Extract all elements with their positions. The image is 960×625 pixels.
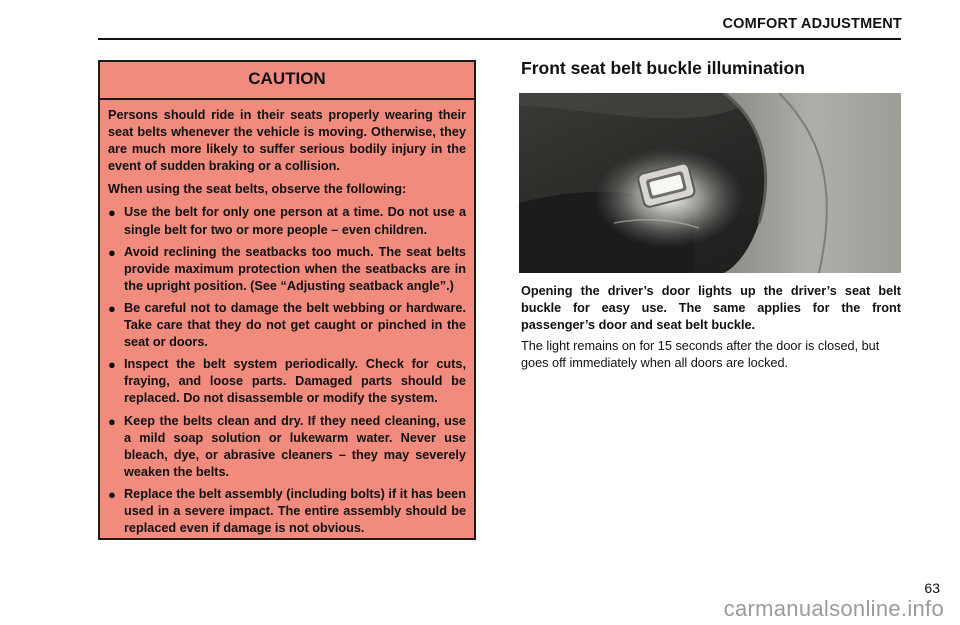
bullet-icon: ●: [108, 244, 116, 260]
list-item: [108, 413, 466, 481]
header-rule: [98, 38, 901, 40]
caution-bullet-list: [108, 204, 466, 537]
bullet-text: Avoid reclining the seatbacks too much. The seat belts provide maximum protection when the seatbacks are in the upright position. (See “Adjusting seatback angle”.): [124, 244, 466, 293]
page-number: 63: [924, 580, 940, 596]
list-item: [108, 486, 466, 537]
list-item: [108, 244, 466, 295]
bullet-text: Replace the belt assembly (including bolts) if it has been used in a severe impact. The entire assembly should be replaced even if damage is not obvious.: [124, 486, 466, 536]
bullet-icon: ●: [108, 300, 116, 316]
page-header-title: COMFORT ADJUSTMENT: [722, 16, 902, 32]
caution-intro: Persons should ride in their seats properly wearing their seat belts whenever the vehicle is moving. Otherwise, they are much more likely to suffer serious bodily injury in the event of sudden braking or a collision.: [108, 108, 466, 174]
watermark: carmanualsonline.info: [723, 596, 944, 621]
bullet-text: Inspect the belt system periodically. Check for cuts, fraying, and loose parts. Damaged parts should be replaced. Do not disassemble or modify the system.: [124, 357, 466, 406]
bullet-icon: ●: [108, 413, 116, 429]
caution-title: CAUTION: [248, 69, 326, 88]
caution-body: [100, 100, 474, 537]
caution-lead: When using the seat belts, observe the following:: [108, 182, 407, 197]
bullet-icon: ●: [108, 357, 116, 373]
section-title: Front seat belt buckle illumination: [521, 58, 805, 78]
bullet-text: Keep the belts clean and dry. If they need cleaning, use a mild soap solution or lukewarm water. Never use bleach, dye, or abrasive cleaners – they may severely weaken the belts.: [124, 413, 466, 479]
list-item: [108, 300, 466, 351]
bullet-text: Use the belt for only one person at a time. Do not use a single belt for two or more people – even children.: [124, 205, 466, 237]
bullet-icon: ●: [108, 486, 116, 502]
list-item: [108, 356, 466, 407]
bullet-icon: ●: [108, 205, 116, 221]
body-paragraph: The light remains on for 15 seconds after the door is closed, but goes off immediately when all doors are locked.: [521, 339, 880, 370]
photo-caption: Opening the driver’s door lights up the driver’s seat belt buckle for easy use. The same applies for the front passenger’s door and seat belt buckle.: [521, 284, 901, 332]
bullet-text: Be careful not to damage the belt webbing or hardware. Take care that they do not get caught or pinched in the seat or doors.: [124, 300, 466, 350]
caution-box: [98, 60, 476, 540]
buckle-illustration: [519, 93, 901, 273]
list-item: [108, 204, 466, 238]
seat-belt-buckle-photo: [519, 93, 901, 273]
